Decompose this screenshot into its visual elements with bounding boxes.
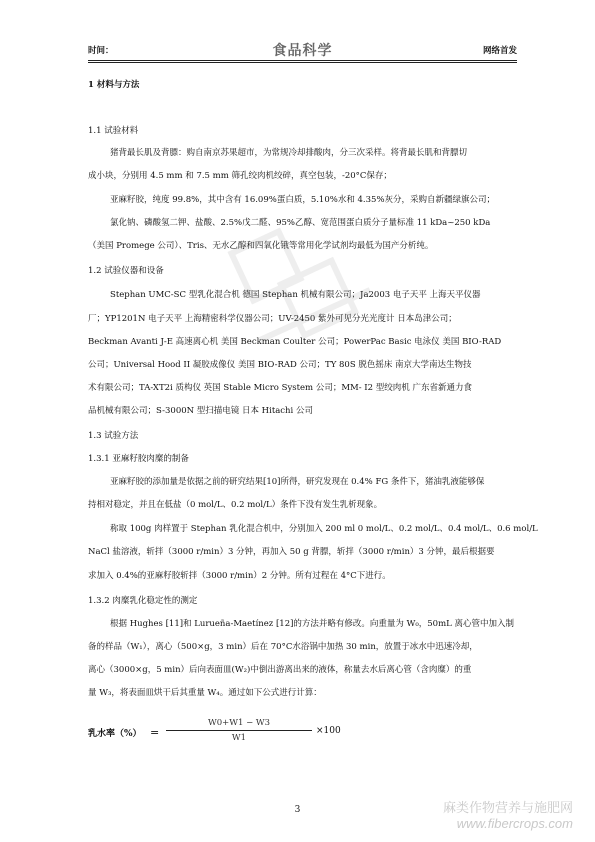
header-online-first: 网络首发 (482, 46, 517, 56)
header-date-label: 时间： (88, 46, 114, 56)
paragraph-line: 根据 Hughes [11]和 Lurueña-Maetínez [12]的方法并略有修改。向重量为 W₀，50mL 离心管中加入制 (110, 619, 514, 629)
formula-equals: = (150, 726, 160, 739)
paragraph-line: Beckman Avanti J-E 高速离心机 美国 Beckman Coulter 公司；PowerPac Basic 电泳仪 美国 BIO-RAD (88, 337, 502, 347)
subsection-heading: 1.3.1 亚麻籽胶肉糜的制备 (88, 454, 189, 464)
journal-logo: 食品科学 (272, 43, 333, 59)
subsection-heading: 1.3.2 肉糜乳化稳定性的测定 (88, 596, 198, 606)
paragraph-line: 猪背最长肌及背膘：购自南京苏果超市，为常规冷却排酸肉，分三次采样。将背最长肌和背膘切 (110, 148, 468, 158)
section-heading: 1 材料与方法 (88, 80, 140, 90)
subsection-heading: 1.2 试验仪器和设备 (88, 266, 164, 276)
header-rule (88, 62, 517, 63)
header-rule (88, 60, 517, 61)
paragraph-line: 公司；Universal Hood II 凝胶成像仪 美国 BIO-RAD 公司；TY 80S 脱色摇床 南京大学南达生物技 (88, 360, 472, 370)
paragraph-line: 称取 100g 肉样置于 Stephan 乳化混合机中，分别加入 200 ml 0 mol/L、0.2 mol/L、0.4 mol/L、0.6 mol/L (110, 524, 538, 534)
paragraph-line: 术有限公司；TA-XT2i 质构仪 英国 Stable Micro System 公司；MM- I2 型绞肉机 广东省新通力食 (88, 383, 472, 393)
paragraph-line: 厂；YP1201N 电子天平 上海精密科学仪器公司；UV-2450 紫外可见分光光度计 日本岛津公司； (88, 314, 457, 324)
paragraph-line: 备的样品（W₁），离心（500×g，3 min）后在 70°C水浴锅中加热 30 min，放置于冰水中迅速冷却， (88, 642, 478, 652)
paragraph-line: 品机械有限公司；S-3000N 型扫描电镜 日本 Hitachi 公司 (88, 406, 313, 416)
page-number: 3 (294, 805, 301, 815)
paragraph-line: 持相对稳定，并且在低盐（0 mol/L、0.2 mol/L）条件下没有发生乳析现象。 (88, 500, 383, 510)
formula-numerator: W0+W1 − W3 (207, 718, 271, 728)
subsection-heading: 1.1 试验材料 (88, 126, 139, 136)
subsection-heading: 1.3 试验方法 (88, 431, 139, 441)
formula-label: 乳水率（%） (88, 729, 142, 739)
site-watermark (443, 800, 573, 832)
formula-denominator: W1 (231, 733, 247, 743)
page-header (88, 40, 517, 60)
paragraph-line: 亚麻籽胶的添加量是依据之前的研究结果[10]所得，研究发现在 0.4% FG 条件下，猪油乳液能够保 (110, 477, 485, 487)
paragraph-line: 氯化钠、磷酸氢二钾、盐酸、2.5%戊二醛、95%乙醇、宽范围蛋白质分子量标准 11 kDa~250 kDa (110, 218, 491, 228)
site-watermark-url: www.fibercrops.com (456, 816, 573, 831)
paragraph-line: NaCl 盐溶液，斩拌（3000 r/min）3 分钟，再加入 50 g 背膘，斩拌（3000 r/min）3 分钟，最后根据要 (88, 547, 495, 557)
emulsion-formula (88, 718, 341, 748)
paragraph-line: 亚麻籽胶，纯度 99.8%，其中含有 16.09%蛋白质，5.10%水和 4.35%灰分，采购自新疆绿旗公司； (110, 195, 496, 205)
paragraph-line: 求加入 0.4%的亚麻籽胶斩拌（3000 r/min）2 分钟。所有过程在 4°C下进行。 (88, 571, 391, 581)
paragraph-line: （美国 Promege 公司）、Tris、无水乙醇和四氧化锇等常用化学试剂均最低为国产分析纯。 (88, 241, 434, 251)
paragraph-line: 量 W₃，将表面皿烘干后其重量 W₄。通过如下公式进行计算： (88, 688, 322, 698)
paragraph-line: 离心（3000×g，5 min）后向表面皿(W₂)中倒出游离出来的液体，称量去水后离心管（含肉糜）的重 (88, 665, 472, 675)
formula-multiplier: ×100 (316, 726, 341, 736)
site-watermark-name: 麻类作物营养与施肥网 (442, 800, 573, 815)
paragraph-line: 成小块，分别用 4.5 mm 和 7.5 mm 筛孔绞肉机绞碎，真空包装，-20°C保存； (88, 171, 392, 181)
fraction-bar (166, 730, 312, 731)
paragraph-line: Stephan UMC-SC 型乳化混合机 德国 Stephan 机械有限公司；Ja2003 电子天平 上海天平仪器 (110, 290, 481, 300)
